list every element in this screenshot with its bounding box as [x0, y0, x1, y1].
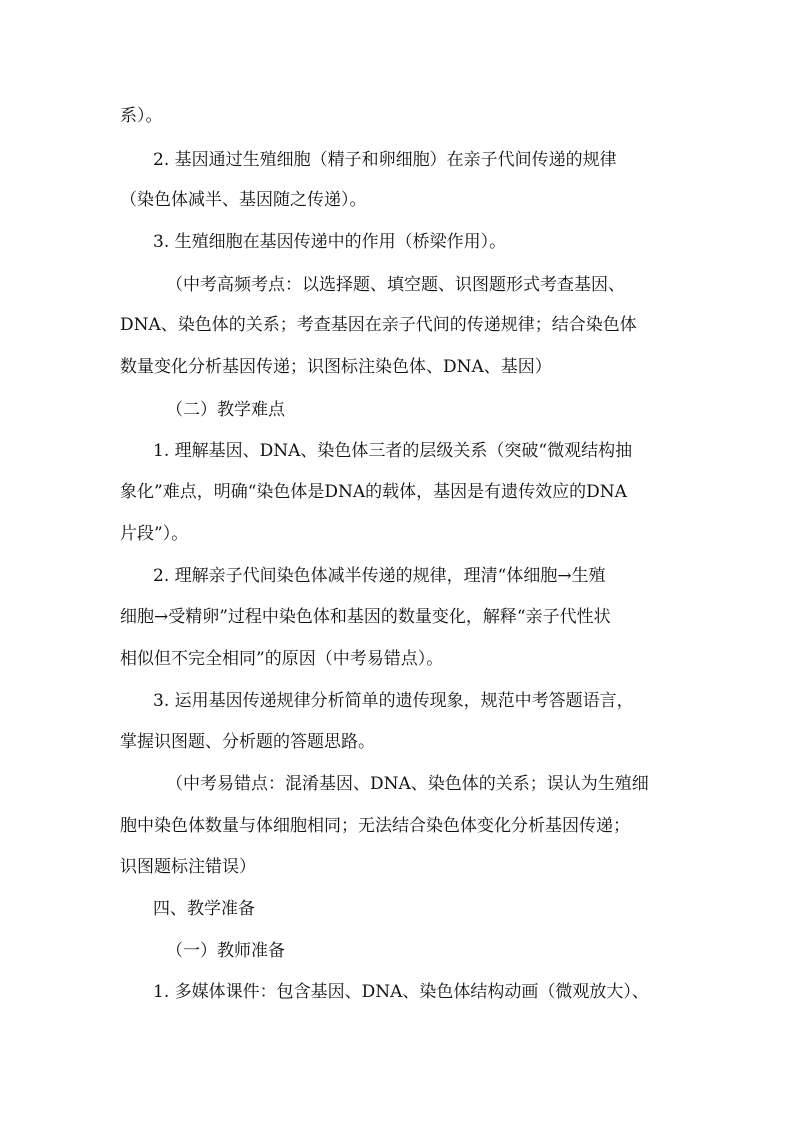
- text-line: 数量变化分析基因传递；识图标注染色体、DNA、基因）: [120, 357, 552, 377]
- text-line: 1. 理解基因、DNA、染色体三者的层级关系（突破“微观结构抽: [153, 441, 633, 461]
- text-line: 2. 理解亲子代间染色体减半传递的规律，理清“体细胞→生殖: [153, 566, 606, 586]
- text-line: （中考易错点：混淆基因、DNA、染色体的关系；误认为生殖细: [166, 774, 649, 794]
- text-line: 识图题标注错误）: [120, 857, 256, 877]
- text-line: （中考高频考点：以选择题、填空题、识图题形式考查基因、: [166, 275, 625, 295]
- text-line: 3. 运用基因传递规律分析简单的遗传现象，规范中考答题语言，: [153, 691, 634, 711]
- text-line: 片段”）。: [120, 524, 189, 544]
- section-heading: （一）教师准备: [166, 941, 285, 961]
- text-line: 象化”难点，明确“染色体是DNA的载体，基因是有遗传效应的DNA: [120, 482, 627, 502]
- section-heading: 四、教学准备: [153, 899, 255, 919]
- text-line: （染色体减半、基因随之传递）。: [120, 190, 367, 210]
- text-line: 相似但不完全相同”的原因（中考易错点）。: [120, 649, 444, 669]
- text-line: 2. 基因通过生殖细胞（精子和卵细胞）在亲子代间传递的规律: [153, 150, 617, 170]
- text-line: DNA、染色体的关系；考查基因在亲子代间的传递规律；结合染色体: [120, 315, 637, 335]
- text-line: 掌握识图题、分析题的答题思路。: [120, 732, 375, 752]
- text-line: 细胞→受精卵”过程中染色体和基因的数量变化，解释“亲子代性状: [120, 607, 611, 627]
- text-line: 3. 生殖细胞在基因传递中的作用（桥梁作用）。: [153, 232, 507, 252]
- text-line: 1. 多媒体课件：包含基因、DNA、染色体结构动画（微观放大）、: [153, 982, 649, 1002]
- text-line: 系）。: [120, 106, 163, 126]
- text-line: 胞中染色体数量与体细胞相同；无法结合染色体变化分析基因传递；: [120, 816, 630, 836]
- section-heading: （二）教学难点: [166, 400, 285, 420]
